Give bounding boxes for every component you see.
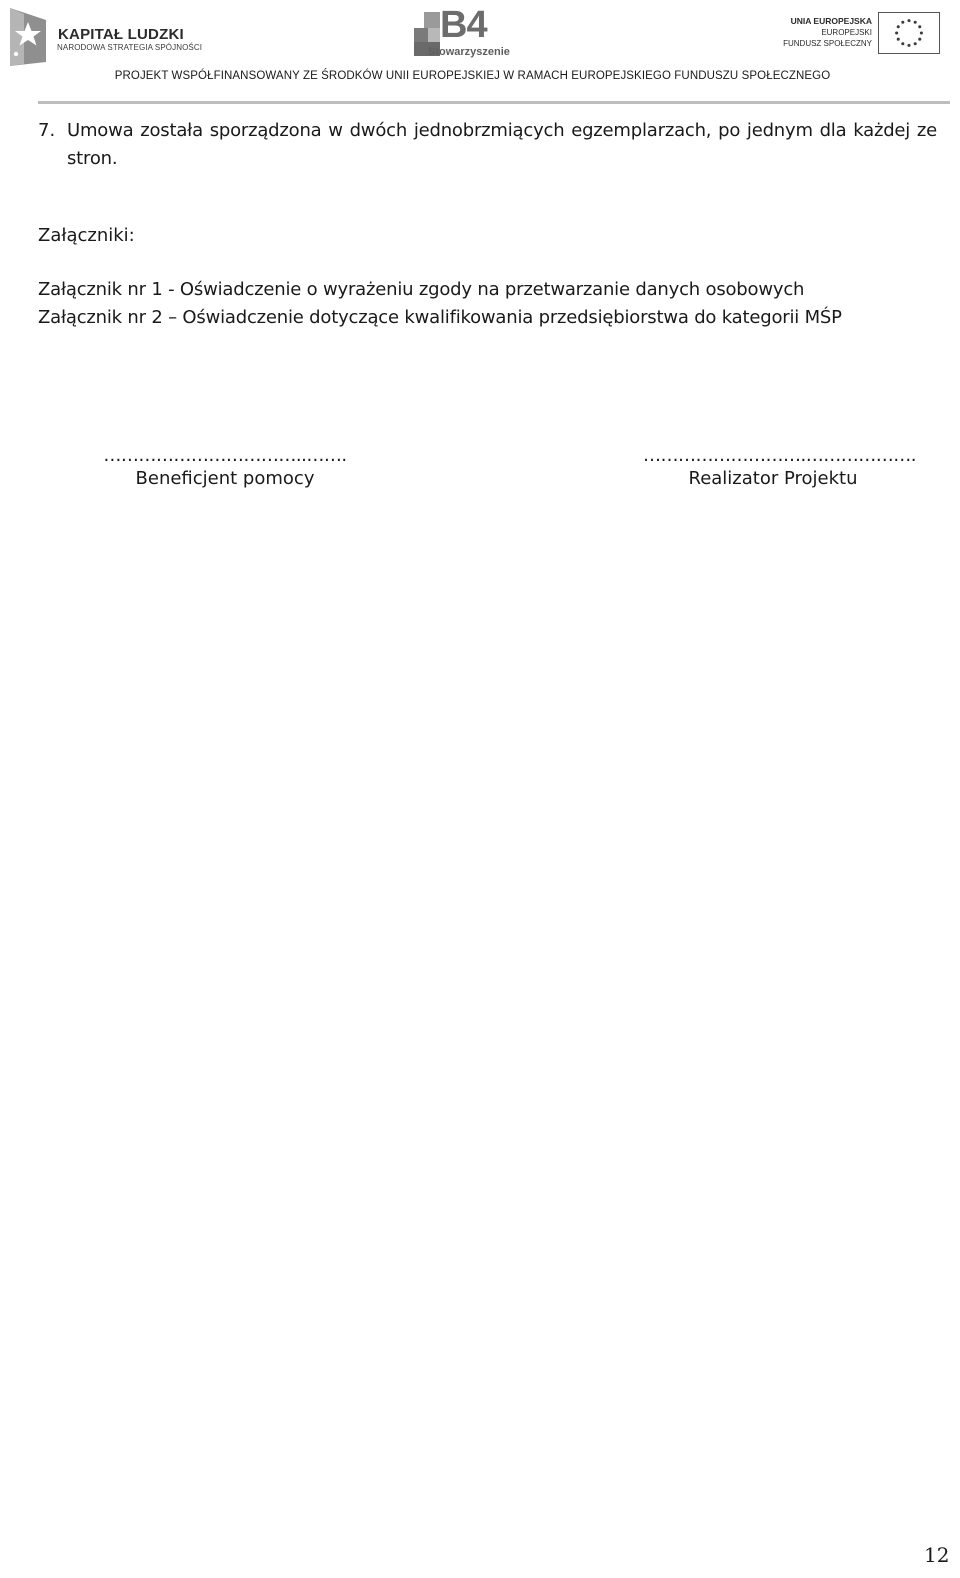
signature-label: Beneficjent pomocy [135, 468, 315, 489]
clause-text: Umowa została sporządzona w dwóch jednobrzmiących egzemplarzach, po jednym dla każdej ze stron. [67, 120, 937, 169]
kapital-ludzki-logo [6, 4, 203, 66]
b4-logo [410, 4, 522, 64]
attachment-item-2: Załącznik nr 2 – Oświadczenie dotyczące kwalifikowania przedsiębiorstwa do kategorii MŚP [38, 307, 842, 328]
eu-logo [782, 10, 942, 58]
eu-line-2: EUROPEJSKI [821, 28, 872, 37]
clause-number: 7. [38, 120, 56, 141]
signature-line: ……………………………..……. [103, 445, 347, 466]
kapital-ludzki-subtitle: NARODOWA STRATEGIA SPÓJNOŚCI [57, 43, 203, 52]
attachment-item-1: Załącznik nr 1 - Oświadczenie o wyrażeniu zgody na przetwarzanie danych osobowych [38, 279, 805, 300]
star-icon [6, 4, 54, 66]
signature-line: ……………………….………………. [643, 445, 916, 466]
page-header [0, 0, 960, 108]
signature-project-realizer [643, 445, 916, 492]
eu-line-1: UNIA EUROPEJSKA [790, 16, 872, 26]
signature-beneficiary [95, 446, 355, 492]
eu-flag-icon [878, 12, 940, 54]
b4-mark: B4 [440, 4, 487, 46]
b4-subtitle: Stowarzyszenie [428, 46, 510, 58]
eu-logo-text [783, 16, 872, 49]
header-divider [38, 101, 950, 104]
kapital-ludzki-title: KAPITAŁ LUDZKI [58, 26, 184, 43]
project-cofinancing-line: PROJEKT WSPÓŁFINANSOWANY ZE ŚRODKÓW UNII EUROPEJSKIEJ W RAMACH EUROPEJSKIEGO FUNDUSZU SPOŁECZNEGO [114, 70, 831, 82]
signature-label: Realizator Projektu [688, 468, 858, 489]
attachments-heading: Załączniki: [38, 225, 135, 246]
page-number: 12 [924, 1543, 950, 1567]
eu-line-3: FUNDUSZ SPOŁECZNY [783, 39, 872, 48]
